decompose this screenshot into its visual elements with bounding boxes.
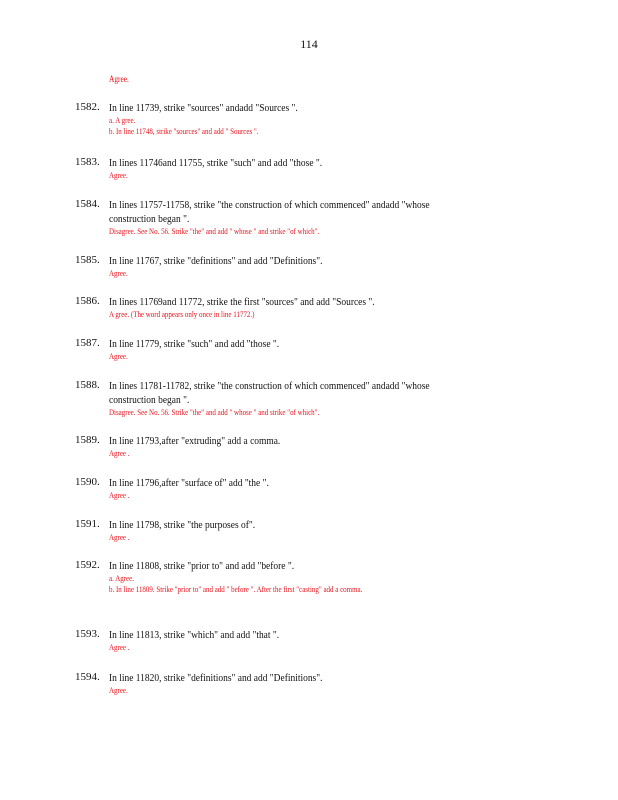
item-note: Agree . [109, 448, 130, 458]
item-number: 1583. [75, 156, 100, 168]
item-text: In lines 11781-11782, strike "the construction of which commenced" andadd "whose [109, 380, 430, 392]
item-number: 1586. [75, 295, 100, 307]
item-note: Disagree. See No. 56. Strike "the" and add " whose " and strike "of which". [109, 407, 320, 417]
item-note: Agree. [109, 268, 128, 278]
item-number: 1590. [75, 476, 100, 488]
item-note: Agree . [109, 642, 130, 652]
item-number: 1593. [75, 628, 100, 640]
item-text: In line 11739, strike "sources" andadd "Sources ". [109, 102, 298, 114]
item-note: b. In line 11809. Strike "prior to" and add " before ". After the first "casting" add a comma. [109, 584, 363, 594]
item-number: 1591. [75, 518, 100, 530]
item-text: In lines 11757-11758, strike "the construction of which commenced" andadd "whose [109, 199, 430, 211]
item-text: construction began ". [109, 394, 190, 406]
item-note: b. In line 11748, strike "sources" and add " Sources ". [109, 126, 259, 136]
item-number: 1585. [75, 254, 100, 266]
item-number: 1587. [75, 337, 100, 349]
item-number: 1582. [75, 101, 100, 113]
item-note: Agree. [109, 170, 128, 180]
item-text: In line 11808, strike "prior to" and add "before ". [109, 560, 295, 572]
item-number: 1588. [75, 379, 100, 391]
item-note: Agree. [109, 685, 128, 695]
item-text: In lines 11769and 11772, strike the first "sources" and add "Sources ". [109, 296, 375, 308]
item-text: construction began ". [109, 213, 190, 225]
page-number: 114 [300, 37, 318, 51]
item-note: Disagree. See No. 56. Strike "the" and add " whose " and strike "of which". [109, 226, 320, 236]
item-note: A gree. (The word appears only once in line 11772.) [109, 309, 255, 319]
item-note: Agree . [109, 490, 130, 500]
lead-note: Agree. [109, 74, 129, 84]
item-text: In line 11796,after "surface of" add "the ". [109, 477, 269, 489]
item-text: In lines 11746and 11755, strike "such" and add "those ". [109, 157, 323, 169]
item-note: a. A gree. [109, 115, 136, 125]
item-number: 1589. [75, 434, 100, 446]
item-text: In line 11767, strike "definitions" and add "Definitions". [109, 255, 323, 267]
item-text: In line 11798, strike "the purposes of". [109, 519, 256, 531]
item-number: 1584. [75, 198, 100, 210]
item-note: Agree. [109, 351, 128, 361]
item-text: In line 11793,after "extruding" add a comma. [109, 435, 281, 447]
item-number: 1594. [75, 671, 100, 683]
item-note: a. Agree. [109, 573, 134, 583]
item-text: In line 11820, strike "definitions" and add "Definitions". [109, 672, 323, 684]
item-note: Agree . [109, 532, 130, 542]
item-text: In line 11779, strike "such" and add "those ". [109, 338, 280, 350]
item-text: In line 11813, strike "which" and add "that ". [109, 629, 280, 641]
item-number: 1592. [75, 559, 100, 571]
